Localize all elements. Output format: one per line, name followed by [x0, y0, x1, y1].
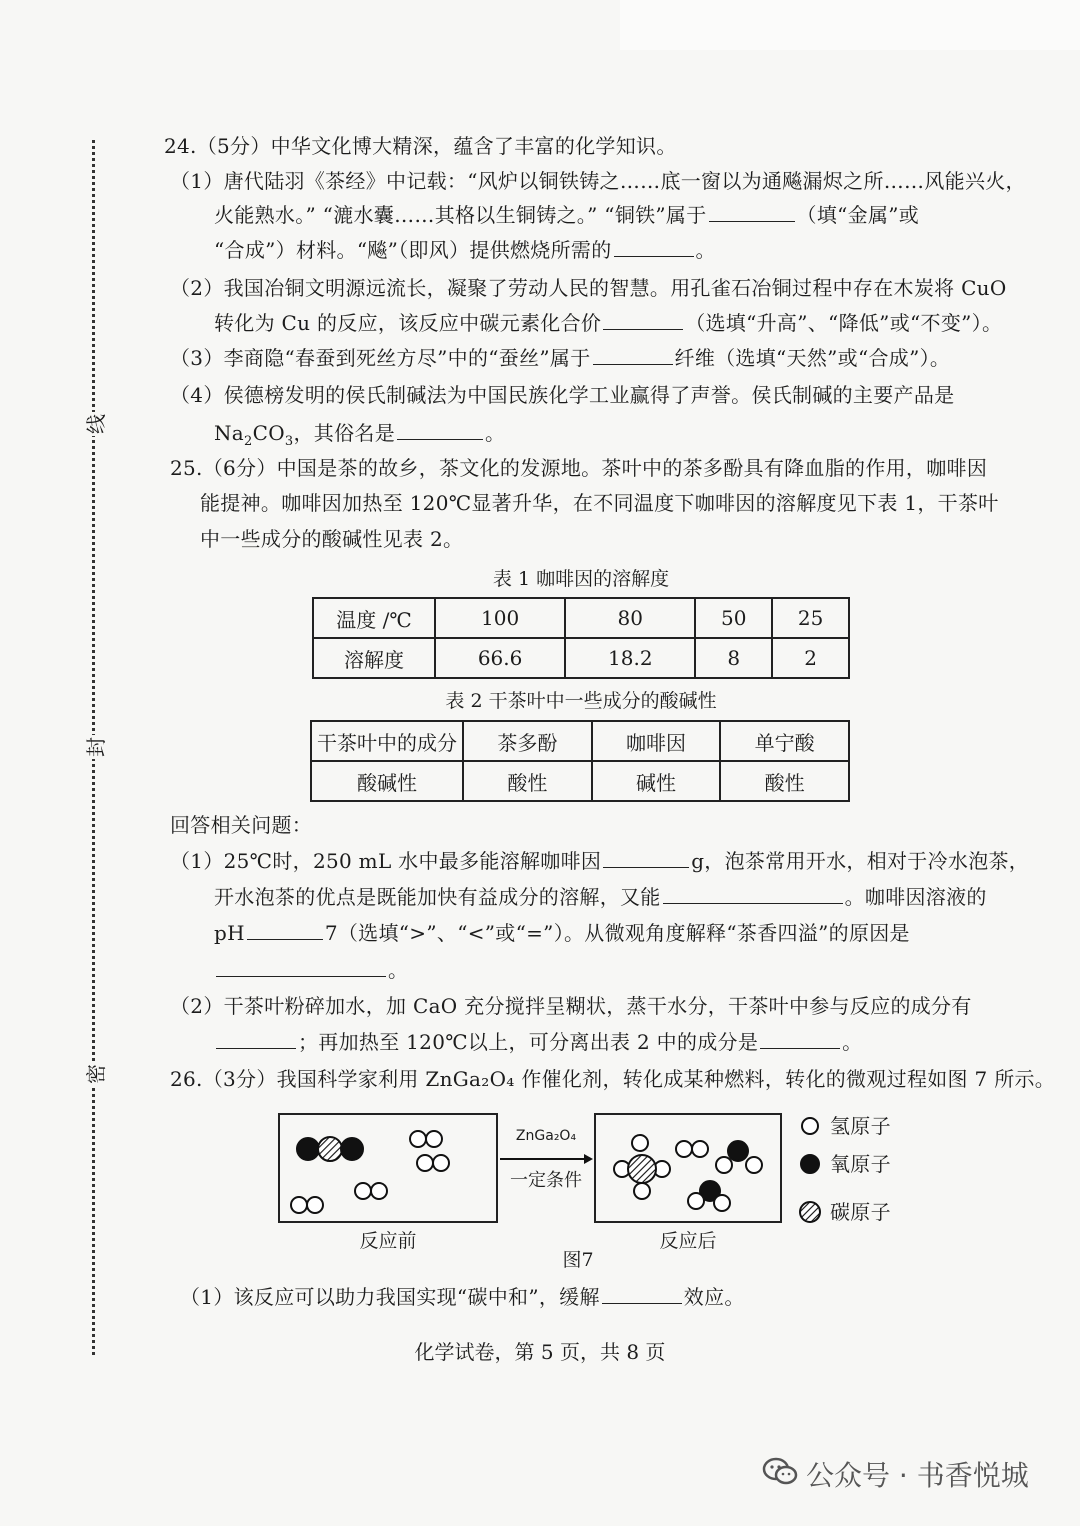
binding-char-xian: 线 — [84, 414, 108, 434]
answer-blank[interactable] — [216, 958, 386, 977]
table-cell: 18.2 — [565, 638, 695, 678]
binding-char-feng: 封 — [84, 737, 108, 757]
q26-s1b: 效应。 — [683, 1285, 745, 1309]
binding-char-mi: 密 — [84, 1064, 108, 1084]
q25-s1-line1b: g，泡茶常用开水，相对于冷水泡茶， — [691, 849, 1030, 873]
molecules-after — [596, 1115, 780, 1221]
q24-p4-line2 — [214, 420, 505, 455]
table-cell: 干茶叶中的成分 — [311, 721, 463, 761]
q25-answer-intro: 回答相关问题： — [170, 813, 313, 837]
q24-p2-line2 — [214, 310, 1002, 336]
q24-p1-line3 — [214, 237, 716, 263]
answer-blank[interactable] — [709, 203, 795, 222]
answer-blank[interactable] — [216, 1030, 296, 1049]
wechat-icon — [762, 1456, 798, 1486]
q24-p3b: 纤维（选填“天然”或“合成”）。 — [674, 346, 951, 370]
table-row — [313, 638, 849, 678]
table-cell: 100 — [435, 598, 565, 638]
hydrogen-atom-icon — [802, 1118, 818, 1134]
q24-p1-line2b: （填“金属”或 — [796, 203, 920, 227]
table-cell: 单宁酸 — [720, 721, 849, 761]
watermark-text: 公众号 · 书香悦城 — [806, 1459, 1029, 1492]
table-cell: 酸性 — [463, 761, 592, 801]
q25-s1-line1a: （1）25℃时，250 mL 水中最多能溶解咖啡因 — [170, 849, 602, 873]
q26-s1a: （1）该反应可以助力我国实现“碳中和”，缓解 — [180, 1285, 600, 1309]
q25-line1: 25.（6分）中国是茶的故乡，茶文化的发源地。茶叶中的茶多酚具有降血脂的作用，咖啡因 — [170, 456, 988, 480]
table-cell: 温度 /℃ — [313, 598, 435, 638]
legend-carbon: 碳原子 — [830, 1200, 891, 1224]
q26-line1: 26.（3分）我国科学家利用 ZnGa₂O₄ 作催化剂，转化成某种燃料，转化的微观过程如图 7 所示。 — [170, 1067, 1056, 1091]
q24-p1-line2a: 火能熟水。” “漉水囊……其格以生铜铸之。” “铜铁”属于 — [214, 203, 707, 227]
reaction-arrow — [498, 1153, 594, 1165]
water-molecule — [688, 1181, 730, 1211]
q24-p3a: （3）李商隐“春蚕到死丝方尽”中的“蚕丝”属于 — [170, 346, 591, 370]
table-cell: 茶多酚 — [463, 721, 592, 761]
page-footer: 化学试卷，第 5 页，共 8 页 — [414, 1340, 666, 1364]
answer-blank[interactable] — [397, 421, 483, 440]
figure-after-box — [594, 1113, 782, 1223]
legend-oxygen: 氧原子 — [830, 1152, 891, 1176]
q24-p1-line2 — [214, 202, 919, 228]
carbon-atom-icon — [800, 1202, 820, 1222]
table-cell: 80 — [565, 598, 695, 638]
q25-s2-line2 — [214, 1029, 862, 1055]
legend-hydrogen: 氢原子 — [830, 1114, 891, 1138]
q24-title: 24.（5分）中华文化博大精深，蕴含了丰富的化学知识。 — [164, 134, 677, 158]
q24-p1-line3a: “合成”）材料。“飚”（即风）提供燃烧所需的 — [214, 238, 612, 262]
catalyst-label: ZnGa₂O₄ — [515, 1128, 577, 1144]
q24-p4-end: 。 — [485, 421, 506, 445]
formula-sub-2: 2 — [244, 434, 253, 449]
table-cell: 酸性 — [720, 761, 849, 801]
q25-s2-line2b: 。 — [842, 1030, 863, 1054]
table2-acidity — [310, 720, 850, 802]
table-cell: 50 — [695, 598, 772, 638]
co2-molecule — [297, 1137, 363, 1161]
q24-p4-line1: （4）侯德榜发明的侯氏制碱法为中国民族化学工业赢得了声誉。侯氏制碱的主要产品是 — [170, 383, 955, 407]
answer-blank[interactable] — [663, 885, 843, 904]
table-cell: 66.6 — [435, 638, 565, 678]
q25-s1-line2b: 。咖啡因溶液的 — [844, 885, 987, 909]
q25-line3: 中一些成分的酸碱性见表 2。 — [200, 527, 464, 551]
q25-s1-line4-end: 。 — [388, 958, 409, 982]
answer-blank[interactable] — [593, 346, 673, 365]
top-strip — [620, 0, 1080, 50]
q25-line2: 能提神。咖啡因加热至 120℃显著升华，在不同温度下咖啡因的溶解度见下表 1，干茶叶 — [200, 491, 999, 515]
table1-solubility — [312, 597, 850, 679]
q25-s1-line1 — [170, 848, 1029, 874]
q24-p1-line3b: 。 — [695, 238, 716, 262]
water-molecule — [716, 1141, 762, 1173]
table-row — [311, 721, 849, 761]
before-label: 反应前 — [359, 1230, 417, 1252]
answer-blank[interactable] — [603, 849, 689, 868]
table-cell: 碱性 — [592, 761, 721, 801]
q25-s1-line4 — [214, 957, 408, 983]
answer-blank[interactable] — [247, 921, 323, 940]
table-cell: 8 — [695, 638, 772, 678]
q24-p3 — [170, 345, 950, 371]
answer-blank[interactable] — [760, 1030, 840, 1049]
methane-molecule — [614, 1135, 670, 1199]
q25-s1-line2a: 开水泡茶的优点是既能加快有益成分的溶解，又能 — [214, 885, 661, 909]
q24-p1-line1: （1）唐代陆羽《茶经》中记载：“风炉以铜铁铸之……底一窗以为通飚漏烬之所……风能兴火， — [170, 169, 1026, 193]
table2-caption: 表 2 干茶叶中一些成分的酸碱性 — [445, 690, 717, 712]
answer-blank[interactable] — [602, 1285, 682, 1304]
formula-na: Na — [214, 421, 245, 445]
answer-blank[interactable] — [614, 238, 694, 257]
table-cell: 溶解度 — [313, 638, 435, 678]
q25-s2-line1: （2）干茶叶粉碎加水，加 CaO 充分搅拌呈糊状，蒸干水分，干茶叶中参与反应的成分有 — [170, 994, 972, 1018]
q25-s1-line3b: 7（选填“>”、“<”或“=”）。从微观角度解释“茶香四溢”的原因是 — [324, 921, 910, 945]
formula-sub-3: 3 — [284, 434, 294, 449]
condition-label: 一定条件 — [510, 1170, 582, 1191]
after-label: 反应后 — [659, 1230, 717, 1252]
table-cell: 25 — [772, 598, 849, 638]
h2-molecule — [676, 1141, 708, 1157]
legend-icons — [798, 1114, 822, 1226]
q26-s1 — [180, 1284, 745, 1310]
table-cell: 咖啡因 — [592, 721, 721, 761]
q25-s1-line2 — [214, 884, 987, 910]
answer-blank[interactable] — [603, 311, 683, 330]
molecules-before — [280, 1115, 496, 1221]
q25-s1-line3 — [214, 920, 910, 946]
table1-caption: 表 1 咖啡因的溶解度 — [492, 568, 670, 590]
table-cell: 酸碱性 — [311, 761, 463, 801]
q25-s1-line3a: pH — [214, 921, 245, 945]
q24-p2-line1: （2）我国冶铜文明源远流长，凝聚了劳动人民的智慧。用孔雀石冶铜过程中存在木炭将 CuO — [170, 276, 1007, 300]
formula-co: CO — [252, 421, 285, 445]
figure-before-box — [278, 1113, 498, 1223]
q24-p4-rest: ，其俗名是 — [293, 421, 395, 445]
table-row — [311, 761, 849, 801]
oxygen-atom-icon — [801, 1155, 819, 1173]
figure-label: 图7 — [562, 1249, 594, 1271]
q24-p2-line2a: 转化为 Cu 的反应，该反应中碳元素化合价 — [214, 311, 602, 335]
q25-s2-line2a: ；再加热至 120℃以上，可分离出表 2 中的成分是 — [298, 1030, 759, 1054]
q24-p2-line2b: （选填“升高”、“降低”或“不变”）。 — [685, 311, 1003, 335]
table-row — [313, 598, 849, 638]
table-cell: 2 — [772, 638, 849, 678]
